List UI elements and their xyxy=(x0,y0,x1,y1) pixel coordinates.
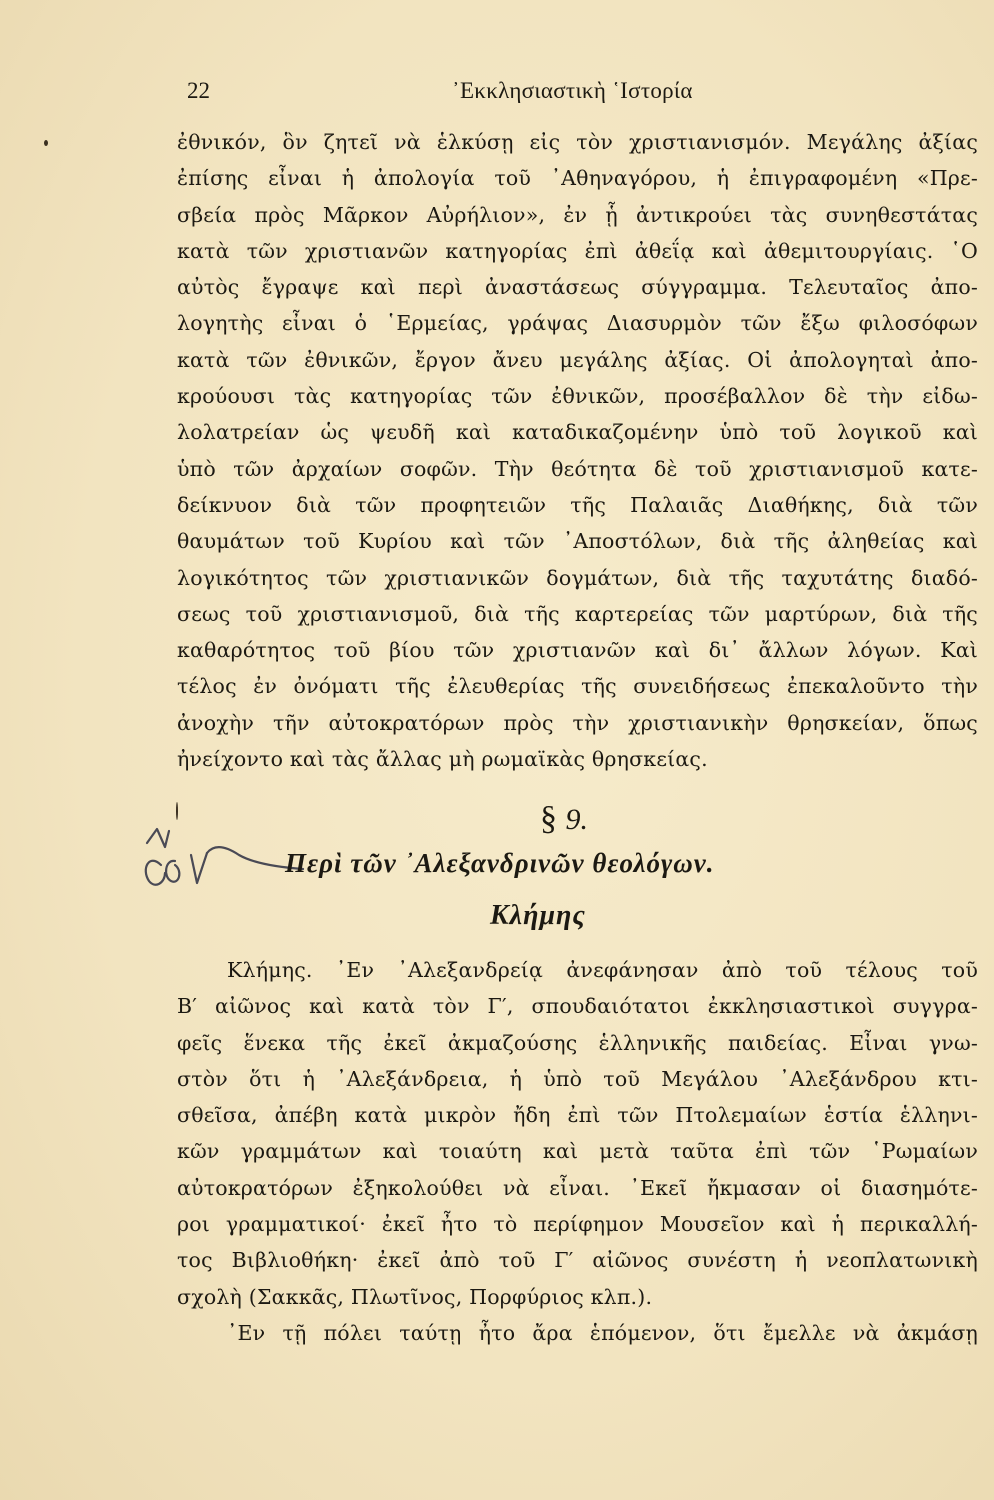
handwritten-margin-note-icon xyxy=(135,825,305,900)
text-line: αὐτὸς ἔγραψε καὶ περὶ ἀναστάσεως σύγγραμμα. Τελευταῖος ἀπο- xyxy=(177,275,978,300)
section-number-value: 9. xyxy=(565,803,588,836)
text-line: σθεῖσα, ἀπέβη κατὰ μικρὸν ἤδη ἐπὶ τῶν Πτολεμαίων ἑστία ἑλληνι- xyxy=(177,1103,978,1128)
text-line: ὑπὸ τῶν ἀρχαίων σοφῶν. Τὴν θεότητα δὲ τοῦ χριστιανισμοῦ κατε- xyxy=(177,456,978,481)
text-line: λολατρείαν ὡς ψευδῆ καὶ καταδικαζομένην ὑπὸ τοῦ λογικοῦ καὶ xyxy=(177,420,978,445)
text-line: αὐτοκρατόρων ἐξηκολούθει νὰ εἶναι. ᾿Εκεῖ ἤκμασαν οἱ διασημότε- xyxy=(177,1175,978,1200)
text-line: κρούουσι τὰς κατηγορίας τῶν ἐθνικῶν, προσέβαλλον δὲ τὴν εἰδω- xyxy=(177,384,978,409)
text-line: καθαρότητος τοῦ βίου τῶν χριστιανῶν καὶ δι᾿ ἄλλων λόγων. Καὶ xyxy=(177,638,978,663)
text-line: κατὰ τῶν χριστιανῶν κατηγορίας ἐπὶ ἀθεΐᾳ καὶ ἀθεμιτουργίαις. ῾Ο xyxy=(177,238,978,263)
paragraph-apologists xyxy=(177,124,978,777)
text-line: τέλος ἐν ὀνόματι τῆς ἐλευθερίας τῆς συνειδήσεως ἐπεκαλοῦντο τὴν xyxy=(177,674,978,699)
text-line: κατὰ τῶν ἐθνικῶν, ἔργον ἄνευ μεγάλης ἀξίας. Οἱ ἀπολογηταὶ ἀπο- xyxy=(177,347,978,372)
text-line: Β′ αἰῶνος καὶ κατὰ τὸν Γ′, σπουδαιότατοι ἐκκλησιαστικοὶ συγγρα- xyxy=(177,994,978,1019)
text-line: κῶν γραμμάτων καὶ τοιαύτη καὶ μετὰ ταῦτα ἐπὶ τῶν ῾Ρωμαίων xyxy=(177,1139,978,1164)
paper-speck xyxy=(176,802,178,820)
text-line: θαυμάτων τοῦ Κυρίου καὶ τῶν ᾿Αποστόλων, διὰ τῆς ἀληθείας καὶ xyxy=(177,529,978,554)
text-line: σχολὴ (Σακκᾶς, Πλωτῖνος, Πορφύριος κλπ.). xyxy=(177,1284,653,1309)
running-title: ᾿Εκκλησιαστικὴ ῾Ιστορία xyxy=(452,78,693,103)
text-line: ἐθνικόν, ὃν ζητεῖ νὰ ἑλκύσῃ εἰς τὸν χριστιανισμόν. Μεγάλης ἀξίας xyxy=(177,130,978,154)
page-number: 22 xyxy=(187,78,210,103)
section-number xyxy=(540,800,588,838)
text-line: τος Βιβλιοθήκη· ἐκεῖ ἀπὸ τοῦ Γ′ αἰῶνος συνέστη ἡ νεοπλατωνικὴ xyxy=(177,1248,978,1273)
section-title: Περὶ τῶν ᾿Αλεξανδρινῶν θεολόγων. xyxy=(285,848,715,878)
subsection-title: Κλήμης xyxy=(490,900,586,931)
text-line: στὸν ὅτι ἡ ᾿Αλεξάνδρεια, ἡ ὑπὸ τοῦ Μεγάλου ᾿Αλεξάνδρου κτι- xyxy=(177,1066,978,1091)
text-line: φεῖς ἕνεκα τῆς ἐκεῖ ἀκμαζούσης ἑλληνικῆς παιδείας. Εἶναι γνω- xyxy=(177,1030,978,1055)
text-line: δείκνυον διὰ τῶν προφητειῶν τῆς Παλαιᾶς Διαθήκης, διὰ τῶν xyxy=(177,492,978,517)
text-line: σεως τοῦ χριστιανισμοῦ, διὰ τῆς καρτερείας τῶν μαρτύρων, διὰ τῆς xyxy=(177,601,978,626)
text-line: ἀνοχὴν τῆν αὐτοκρατόρων πρὸς τὴν χριστιανικὴν θρησκείαν, ὅπως xyxy=(177,710,978,735)
text-line: ᾿Εν τῇ πόλει ταύτῃ ἦτο ἄρα ἑπόμενον, ὅτι ἔμελλε νὰ ἀκμάσῃ xyxy=(227,1320,978,1345)
text-line: ἐπίσης εἶναι ἡ ἀπολογία τοῦ ᾿Αθηναγόρου, ἡ ἐπιγραφομένη «Πρε- xyxy=(177,166,978,191)
text-line: ροι γραμματικοί· ἐκεῖ ἦτο τὸ περίφημον Μουσεῖον καὶ ἡ περικαλλή- xyxy=(177,1212,978,1237)
paragraph-clement xyxy=(177,952,978,1351)
text-line: Κλήμης. ᾿Εν ᾿Αλεξανδρείᾳ ἀνεφάνησαν ἀπὸ τοῦ τέλους τοῦ xyxy=(227,958,978,982)
text-line: λογητὴς εἶναι ὁ ῾Ερμείας, γράψας Διασυρμὸν τῶν ἔξω φιλοσόφων xyxy=(177,311,978,336)
paper-speck xyxy=(44,140,48,146)
page-header xyxy=(187,78,727,110)
text-line: λογικότητος τῶν χριστιανικῶν δογμάτων, διὰ τῆς ταχυτάτης διαδό- xyxy=(177,565,978,590)
section-sign: § xyxy=(540,800,557,837)
text-line: ἠνείχοντο καὶ τὰς ἄλλας μὴ ρωμαϊκὰς θρησκείας. xyxy=(177,747,708,772)
text-line: σβεία πρὸς Μᾶρκον Αὐρήλιον», ἐν ᾗ ἀντικρούει τὰς συνηθεστάτας xyxy=(177,202,978,227)
